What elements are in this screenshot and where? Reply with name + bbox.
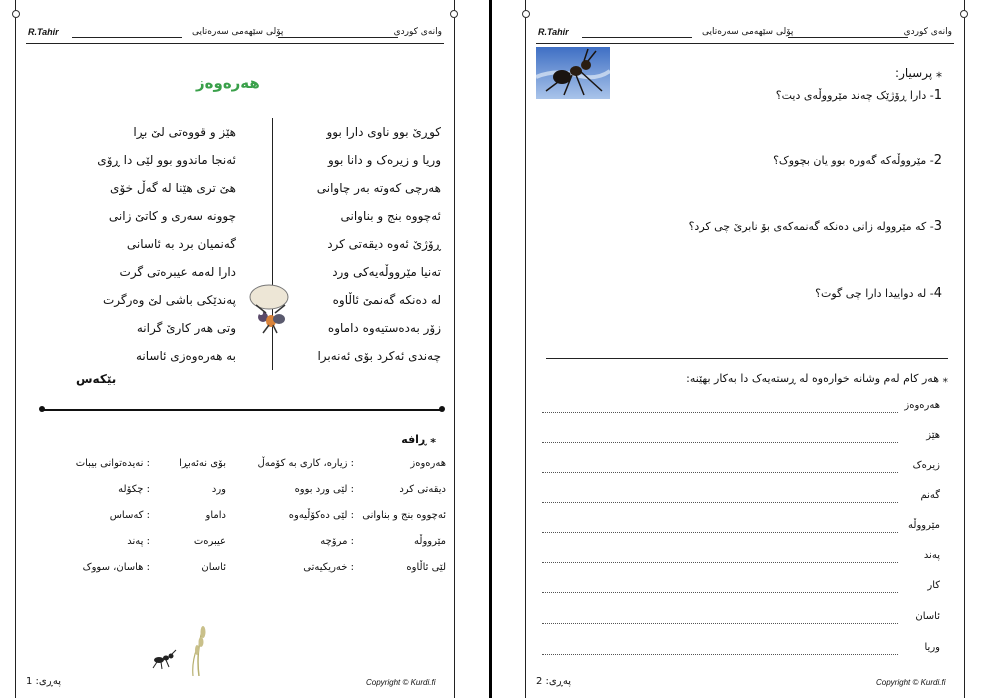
- vocab-term: هەرەوەز: [410, 458, 446, 469]
- poem-line: کوڕێ بوو ناوی دارا بوو: [326, 125, 441, 139]
- poem-title: هەرەوەز: [196, 74, 260, 92]
- poem-line: هێز و قووەتی لێ بڕا: [133, 125, 236, 139]
- answer-line[interactable]: [542, 592, 898, 593]
- vocab-row: [28, 562, 446, 588]
- exercise-row: [542, 400, 954, 420]
- vocab-term: ورد: [211, 484, 226, 495]
- author: R.Tahir: [28, 27, 59, 37]
- answer-line[interactable]: [542, 442, 898, 443]
- corner-dot: [450, 10, 458, 18]
- poem-column-left: [56, 118, 236, 370]
- subject: وانەی کوردی: [393, 27, 442, 37]
- poem-line: بە هەرەوەزی ئاسانە: [136, 349, 236, 363]
- question: [815, 286, 942, 301]
- page-one: [15, 0, 455, 698]
- spread-divider: [489, 0, 492, 698]
- poem-line: وریا و زیرەک و دانا بوو: [327, 153, 441, 167]
- vocab-table: [28, 458, 446, 588]
- question-number: 1: [933, 88, 942, 103]
- exercise-row: [542, 611, 954, 631]
- question-text: - کە مێروولە زانی دەنکە گەنمەکەی بۆ نابرێ چی کرد؟: [688, 220, 934, 233]
- poem-line: تەنیا مێرووڵەیەکی ورد: [332, 265, 441, 279]
- answer-line[interactable]: [542, 654, 898, 655]
- exercise-word: ئاسان: [915, 611, 940, 622]
- vocab-term: مێرووڵە: [414, 536, 446, 547]
- header-blank-line: [582, 37, 692, 38]
- exercise-row: [542, 490, 954, 510]
- grade-level: پۆلی سێهەمی سەرەتایی: [702, 27, 794, 37]
- page-number: پەڕی: 1: [26, 676, 61, 687]
- poet-name: بێکەس: [76, 372, 117, 386]
- header-rule: [536, 43, 954, 44]
- author: R.Tahir: [538, 27, 569, 37]
- question: [689, 219, 942, 234]
- poem-line: پەندێکی باشی لێ وەرگرت: [102, 293, 236, 307]
- exercise-row: [542, 430, 954, 450]
- vocab-row: [28, 484, 446, 510]
- answer-line[interactable]: [542, 623, 898, 624]
- question-number: 3: [933, 219, 942, 234]
- copyright: Copyright © Kurdi.fi: [876, 678, 946, 687]
- poem-line: ڕۆژێ ئەوە دیقەتی کرد: [327, 237, 441, 251]
- vocab-definition: : مرۆچە: [320, 536, 354, 547]
- exercise-word: مێرووڵە: [908, 520, 940, 531]
- exercise-word: هەرەوەز: [904, 400, 940, 411]
- vocab-term: ئاسان: [201, 562, 226, 573]
- page-header: [536, 27, 954, 41]
- vocab-term: لێی ئاڵاوە: [406, 562, 446, 573]
- question-text: - مێرووڵەکە گەورە بوو یان بچووک؟: [773, 154, 934, 167]
- vocab-definition: : کەساس: [109, 510, 150, 521]
- exercise-title: ⁎ هەر کام لەم وشانە خوارەوە لە ڕستەیەک دا بەکار بهێنە:: [686, 372, 948, 385]
- copyright: Copyright © Kurdi.fi: [366, 678, 436, 687]
- vocab-definition: : نەیدەتوانی بیبات: [75, 458, 150, 469]
- vocab-definition: : چکۆلە: [118, 484, 150, 495]
- section-rule: [546, 358, 948, 359]
- header-blank-line: [278, 37, 398, 38]
- exercise-word: گەنم: [920, 490, 940, 501]
- vocab-term: عیبرەت: [193, 536, 226, 547]
- question: [773, 153, 942, 168]
- vocab-row: [28, 536, 446, 562]
- exercise-row: [542, 642, 954, 662]
- exercise-row: [542, 550, 954, 570]
- ant-photo: [536, 47, 610, 99]
- poem-line: هێ تری هێنا لە گەڵ خۆی: [110, 181, 236, 195]
- page-number: پەڕی: 2: [536, 676, 571, 687]
- vocab-definition: : زیارە، کاری بە کۆمەڵ: [257, 458, 354, 469]
- answer-line[interactable]: [542, 472, 898, 473]
- exercise-word: پەند: [923, 550, 940, 561]
- exercise-row: [542, 460, 954, 480]
- question-text: - دارا ڕۆژێک چەند مێرووڵەی دیت؟: [775, 89, 934, 102]
- poem-line: دارا لەمە عیبرەتی گرت: [119, 265, 236, 279]
- vocab-row: [28, 458, 446, 484]
- exercise-word: هێز: [926, 430, 940, 441]
- question-number: 4: [933, 286, 942, 301]
- poem-line: ئەنجا ماندوو بوو لێی دا ڕۆی: [97, 153, 236, 167]
- answer-line[interactable]: [542, 562, 898, 563]
- vocab-term: دیقەتی کرد: [399, 484, 446, 495]
- rule-dot: [439, 406, 445, 412]
- vocab-title: ⁎ ڕافە: [401, 433, 436, 446]
- poem-line: چەندی ئەکرد بۆی ئەنەبرا: [317, 349, 441, 363]
- vocab-definition: : لێی دەکۆڵیەوە: [288, 510, 354, 521]
- header-blank-line: [72, 37, 182, 38]
- exercise-word: وریا: [924, 642, 940, 653]
- poem-line: هەرچی کەوتە بەر چاوانی: [316, 181, 441, 195]
- vocab-row: [28, 510, 446, 536]
- vocab-definition: : هاسان، سووک: [82, 562, 150, 573]
- answer-line[interactable]: [542, 502, 898, 503]
- poem-line: ئەچووە بنج و بناوانی: [340, 209, 441, 223]
- poem-line: گەنمیان برد بە ئاسانی: [126, 237, 236, 251]
- page-header: [26, 27, 444, 41]
- exercise-word: زیرەک: [912, 460, 940, 471]
- vocab-definition: : پەند: [127, 536, 150, 547]
- page-footer: [536, 676, 954, 690]
- ant-carrying-egg-icon: [241, 283, 295, 335]
- answer-line[interactable]: [542, 412, 898, 413]
- corner-dot: [522, 10, 530, 18]
- exercise-row: [542, 520, 954, 540]
- vocab-term: ئەچووە بنج و بناوانی: [362, 510, 446, 521]
- vocab-definition: : خەریکیەتی: [303, 562, 354, 573]
- page-footer: [26, 676, 444, 690]
- question-text: - لە دواییدا دارا چی گوت؟: [815, 287, 934, 300]
- ant-with-wheat-icon: [149, 622, 211, 676]
- questions-title: ⁎ پرسیار:: [895, 66, 942, 80]
- subject: وانەی کوردی: [903, 27, 952, 37]
- poem-line: چوونە سەری و کاتێ زانی: [108, 209, 236, 223]
- vocab-term: داماو: [205, 510, 226, 521]
- vocab-definition: : لێی ورد بووە: [294, 484, 354, 495]
- vocab-term: بۆی نەئەبڕا: [179, 458, 226, 469]
- poem-line: وتی هەر کارێ گرانە: [136, 321, 236, 335]
- poem-line: زۆر بەدەستیەوە داماوە: [327, 321, 441, 335]
- answer-line[interactable]: [542, 532, 898, 533]
- header-rule: [26, 43, 444, 44]
- question-number: 2: [933, 153, 942, 168]
- corner-dot: [12, 10, 20, 18]
- rule-dot: [39, 406, 45, 412]
- header-blank-line: [788, 37, 908, 38]
- question: [776, 88, 942, 103]
- page-two: [525, 0, 965, 698]
- exercise-row: [542, 580, 954, 600]
- exercise-word: کار: [927, 580, 940, 591]
- section-rule: [42, 409, 442, 411]
- corner-dot: [960, 10, 968, 18]
- poem-line: لە دەنکە گەنمێ ئاڵاوە: [332, 293, 441, 307]
- grade-level: پۆلی سێهەمی سەرەتایی: [192, 27, 284, 37]
